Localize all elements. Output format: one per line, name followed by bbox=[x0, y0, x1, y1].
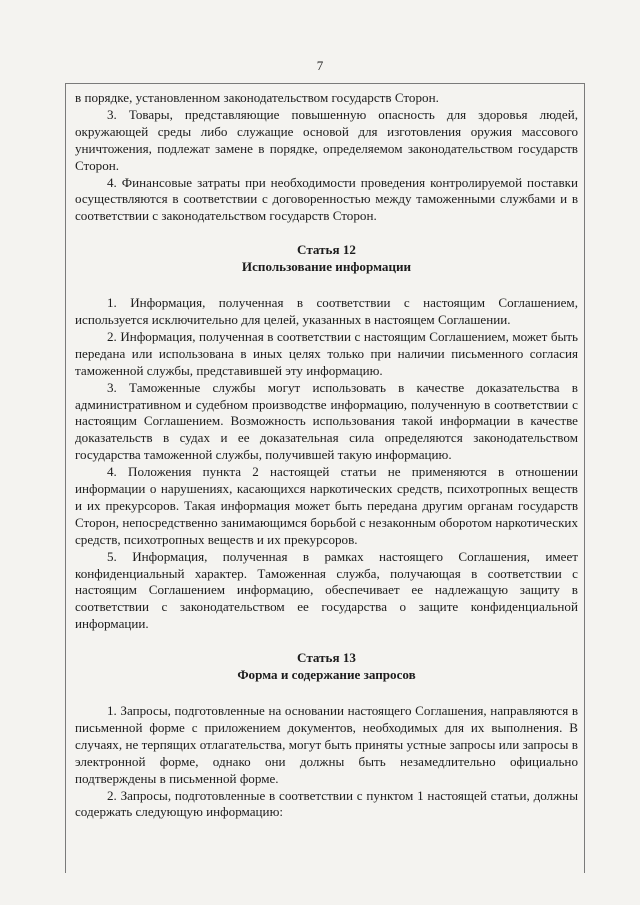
paragraph-item-4: 4. Финансовые затраты при необходимости проведения контролируемой поставки осуществляются в соответствии с договоренностью между таможенными службами и в соответствии с законодательством государств Сторон. bbox=[75, 174, 578, 224]
article-12-number: Статья 12 bbox=[297, 242, 356, 258]
article-12-paragraph: 5. Информация, полученная в рамках настоящего Соглашения, имеет конфиденциальный характер. Таможенная служба, получающая в соответствии с настоящим Соглашением информацию, обеспечивает ее надлежащую защиту в соответствии с законодательством ее государства о защите конфиденциальной информации. bbox=[75, 548, 578, 632]
article-13-title: Форма и содержание запросов bbox=[237, 667, 416, 683]
page-number: 7 bbox=[316, 58, 324, 73]
article-12-paragraph: 1. Информация, полученная в соответствии с настоящим Соглашением, используется исключительно для целей, указанных в настоящем Соглашении. bbox=[75, 295, 578, 327]
paragraph-item-3: 3. Товары, представляющие повышенную опасность для здоровья людей, окружающей среды либо служащие основой для изготовления оружия массового уничтожения, подлежат замене в порядке, определяемом законодательством государств Сторон. bbox=[75, 106, 578, 173]
text-frame bbox=[65, 83, 585, 873]
article-13-number: Статья 13 bbox=[297, 650, 356, 666]
article-12-paragraph: 4. Положения пункта 2 настоящей статьи не применяются в отношении информации о нарушениях, касающихся наркотических средств, психотропных веществ и их прекурсоров. Такая информация может быть передана другим органам государств Сторон, непосредственно занимающимся борьбой с незаконным оборотом наркотических средств, психотропных веществ и их прекурсоров. bbox=[75, 464, 578, 547]
article-12-paragraph: 3. Таможенные службы могут использовать в качестве доказательства в административном и судебном производстве информацию, полученную в соответствии с настоящим Соглашением. Возможность использования такой информации в качестве доказательств в судах и ее доказательная сила определяются законодательством государства таможенной службы, получившей такую информацию. bbox=[75, 379, 578, 463]
article-12-paragraph: 2. Информация, полученная в соответствии с настоящим Соглашением, может быть передана или использована в иных целях только при наличии письменного согласия таможенной службы, представившей эту информацию. bbox=[75, 328, 578, 378]
article-13-paragraph: 1. Запросы, подготовленные на основании настоящего Соглашения, направляются в письменной форме с приложением документов, необходимых для их выполнения. В случаях, не терпящих отлагательства, могут быть приняты устные запросы или запросы в электронной форме, однако они должны быть незамедлительно официально подтверждены в письменной форме. bbox=[75, 703, 578, 786]
article-12-title: Использование информации bbox=[241, 259, 412, 275]
paragraph-continuation: в порядке, установленном законодательством государств Сторон. bbox=[75, 90, 439, 105]
article-13-paragraph: 2. Запросы, подготовленные в соответствии с пунктом 1 настоящей статьи, должны содержать следующую информацию: bbox=[75, 787, 578, 820]
